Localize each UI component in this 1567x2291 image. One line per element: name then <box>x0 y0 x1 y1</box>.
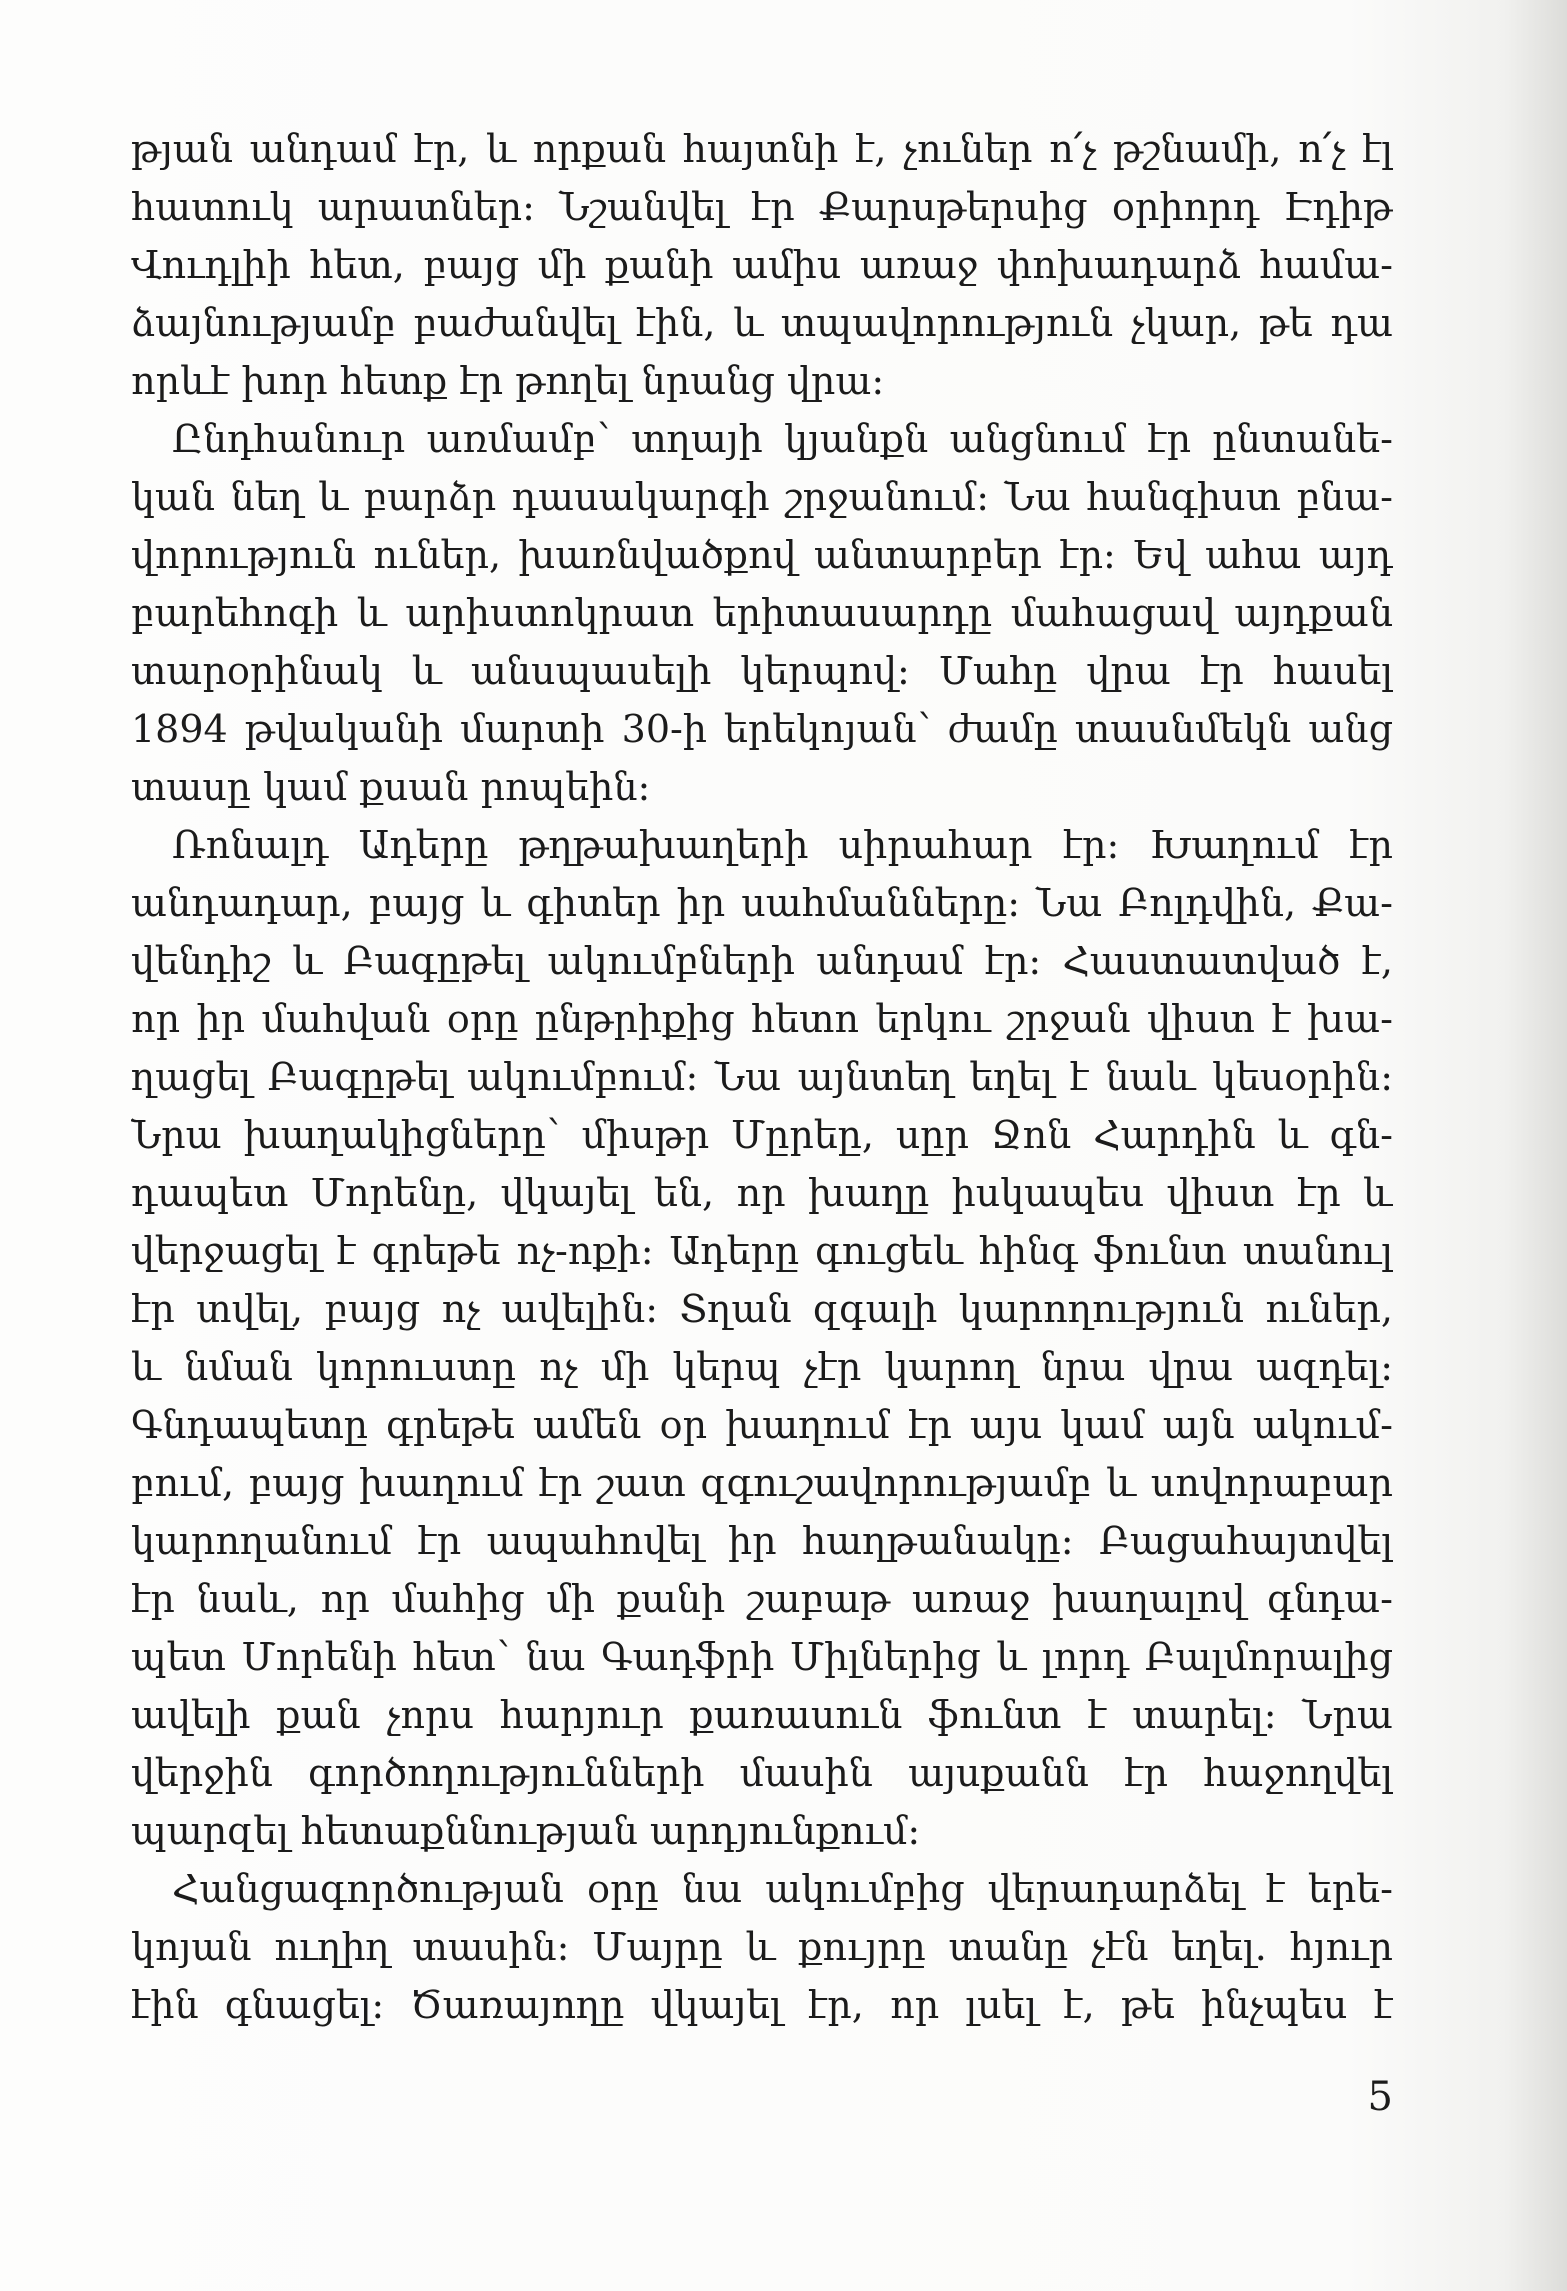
paragraph <box>131 410 1393 816</box>
text-line-content: պետ Մորենի հետ՝ նա Գադֆրի Միլներից և լորդ Բալմորալից <box>131 1635 1393 1679</box>
text-line <box>131 410 1393 468</box>
text-line <box>131 1338 1393 1396</box>
text-line-content: հատուկ արատներ: Նշանվել էր Քարսթերսից օրիորդ Էդիթ <box>131 185 1393 229</box>
text-line <box>131 1628 1393 1686</box>
text-line <box>131 1396 1393 1454</box>
text-line-content: վենդիշ և Բագըթել ակումբների անդամ էր: Հաստատված է, <box>131 939 1393 983</box>
text-line <box>131 352 1393 410</box>
text-line <box>131 1048 1393 1106</box>
text-line <box>131 1570 1393 1628</box>
text-line-content: թյան անդամ էր, և որքան հայտնի է, չուներ ո՛չ թշնամի, ո՛չ էլ <box>131 127 1393 171</box>
text-line <box>131 1744 1393 1802</box>
text-line <box>131 874 1393 932</box>
paragraph <box>131 816 1393 1860</box>
text-line-content: Նրա խաղակիցները՝ միսթր Մըրեը, սըր Ջոն Հարդին և գն- <box>131 1113 1393 1157</box>
text-line-content: պարզել հետաքննության արդյունքում: <box>131 1809 921 1853</box>
text-line <box>131 1280 1393 1338</box>
text-line-content: բարեհոգի և արիստոկրատ երիտասարդը մահացավ այդքան <box>131 591 1393 635</box>
text-line <box>131 816 1393 874</box>
text-line-content: էր տվել, բայց ոչ ավելին: Տղան զգալի կարողություն ուներ, <box>131 1287 1393 1331</box>
text-line-content: տարօրինակ և անսպասելի կերպով: Մահը վրա էր հասել <box>131 649 1393 693</box>
text-line-content: անդադար, բայց և գիտեր իր սահմանները: Նա Բոլդվին, Քա- <box>131 881 1393 925</box>
text-line-content: վերջացել է գրեթե ոչ-ոքի: Ադերը գուցեև հինգ ֆունտ տանուլ <box>131 1229 1393 1273</box>
text-line <box>131 1686 1393 1744</box>
text-line <box>131 1222 1393 1280</box>
text-line-content: վերջին գործողությունների մասին այսքանն էր հաջողվել <box>131 1751 1393 1795</box>
text-line-content: որ իր մահվան օրը ընթրիքից հետո երկու շրջան վիստ է խա- <box>131 997 1393 1041</box>
text-line-content: ձայնությամբ բաժանվել էին, և տպավորություն չկար, թե դա <box>131 301 1393 345</box>
text-line-content: տասը կամ քսան րոպեին: <box>131 765 651 809</box>
text-line-content: 1894 թվականի մարտի 30-ի երեկոյան՝ ժամը տասնմեկն անց <box>131 707 1393 751</box>
text-line <box>131 584 1393 642</box>
text-line <box>131 1454 1393 1512</box>
text-line <box>131 236 1393 294</box>
page-number: 5 <box>1367 2074 1393 2120</box>
text-line-content: դապետ Մորենը, վկայել են, որ խաղը իսկապես վիստ էր և <box>131 1171 1393 1215</box>
page-body-text <box>131 120 1393 2034</box>
text-line <box>131 700 1393 758</box>
text-line-content: Հանցագործության օրը նա ակումբից վերադարձել է երե- <box>172 1867 1393 1911</box>
text-line-content: էին գնացել: Ծառայողը վկայել էր, որ լսել է, թե ինչպես է <box>131 1983 1393 2027</box>
text-line <box>131 526 1393 584</box>
text-line-content: Ռոնալդ Ադերը թղթախաղերի սիրահար էր: Խաղում էր <box>172 823 1393 867</box>
text-line-content: կոյան ուղիղ տասին: Մայրը և քույրը տանը չէն եղել. հյուր <box>131 1925 1393 1969</box>
text-line <box>131 1164 1393 1222</box>
text-line <box>131 1512 1393 1570</box>
paragraph <box>131 1860 1393 2034</box>
text-line <box>131 1802 1393 1860</box>
text-line-content: կարողանում էր ապահովել իր հաղթանակը: Բացահայտվել <box>131 1519 1393 1563</box>
text-line <box>131 758 1393 816</box>
text-line <box>131 1860 1393 1918</box>
text-line-content: ղացել Բագըթել ակումբում: Նա այնտեղ եղել է նաև կեսօրին: <box>131 1055 1393 1099</box>
text-line <box>131 642 1393 700</box>
text-line-content: էր նաև, որ մահից մի քանի շաբաթ առաջ խաղալով գնդա- <box>131 1577 1393 1621</box>
text-line-content: կան նեղ և բարձր դասակարգի շրջանում: Նա հանգիստ բնա- <box>131 475 1393 519</box>
text-line <box>131 1918 1393 1976</box>
paragraph <box>131 120 1393 410</box>
text-line-content: ավելի քան չորս հարյուր քառասուն ֆունտ է տարել: Նրա <box>131 1693 1393 1737</box>
text-line <box>131 990 1393 1048</box>
text-line <box>131 1106 1393 1164</box>
text-line-content: վորություն ուներ, խառնվածքով անտարբեր էր: Եվ ահա այդ <box>131 533 1393 577</box>
text-line-content: Ընդհանուր առմամբ՝ տղայի կյանքն անցնում էր ընտանե- <box>172 417 1393 461</box>
text-line <box>131 294 1393 352</box>
text-line <box>131 178 1393 236</box>
text-line <box>131 1976 1393 2034</box>
text-line-content: որևէ խոր հետք էր թողել նրանց վրա: <box>131 359 885 403</box>
text-line <box>131 120 1393 178</box>
text-line <box>131 468 1393 526</box>
text-line-content: բում, բայց խաղում էր շատ զգուշավորությամբ և սովորաբար <box>131 1461 1393 1505</box>
text-line <box>131 932 1393 990</box>
text-line-content: Վուդլիի հետ, բայց մի քանի ամիս առաջ փոխադարձ համա- <box>131 243 1393 287</box>
text-line-content: Գնդապետը գրեթե ամեն օր խաղում էր այս կամ այն ակում- <box>131 1403 1393 1447</box>
text-line-content: և նման կորուստը ոչ մի կերպ չէր կարող նրա վրա ազդել: <box>131 1345 1393 1389</box>
